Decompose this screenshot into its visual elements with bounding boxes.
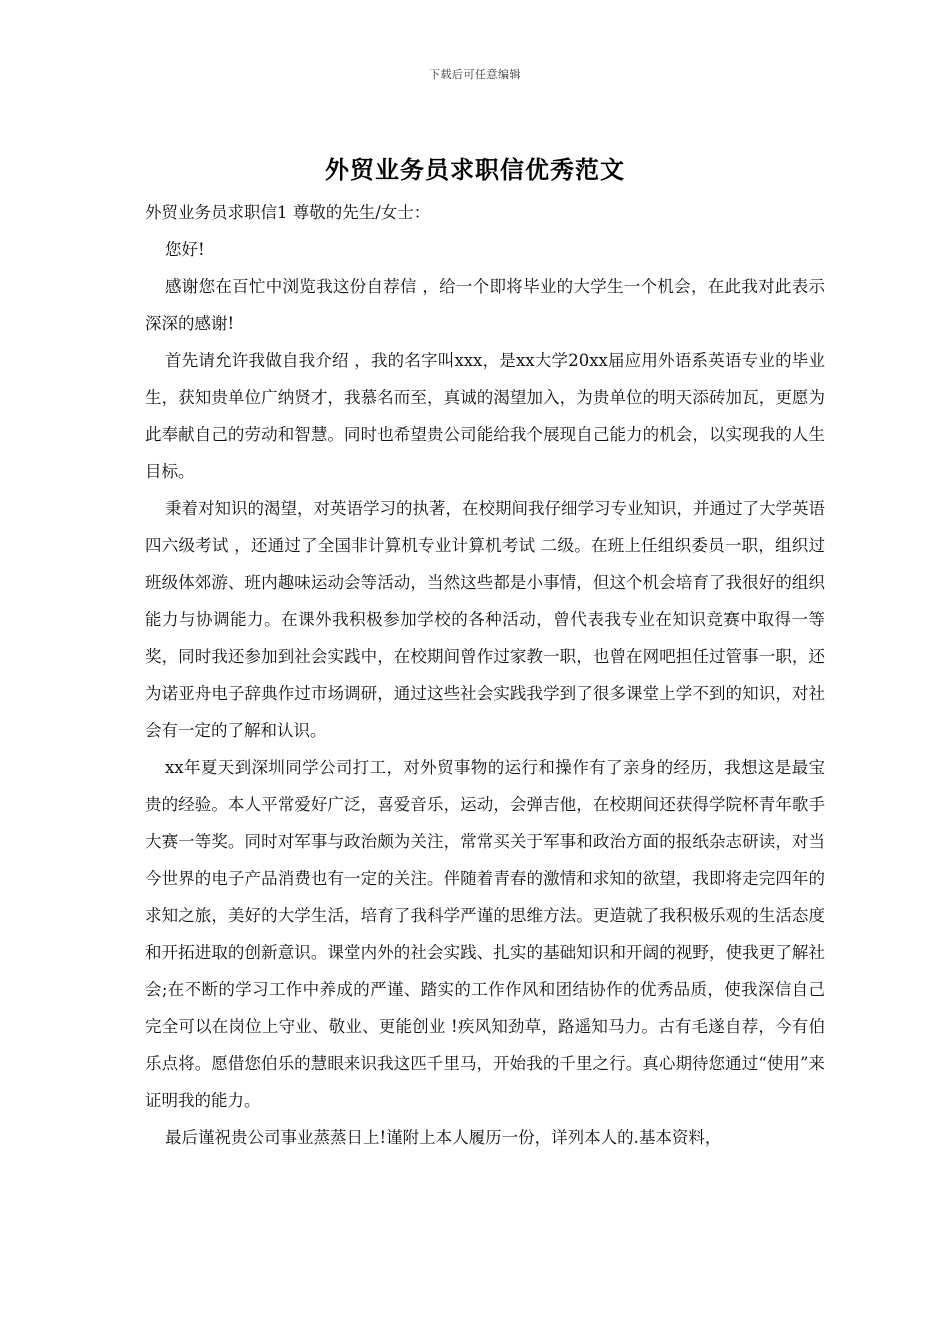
thanks-paragraph: 感谢您在百忙中浏览我这份自荐信 ，给一个即将毕业的大学生一个机会，在此我对此表示深深的感谢!	[145, 277, 825, 333]
greeting-paragraph: 您好!	[165, 240, 205, 259]
education-paragraph: 秉着对知识的渴望，对英语学习的执著，在校期间我仔细学习专业知识，并通过了大学英语四六级考试 ，还通过了全国非计算机专业计算机考试 二级。在班上任组织委员一职，组织过班级体郊游、班内趣味运动会等活动，当然这些都是小事情，但这个机会培育了我很好的组织能力与协调能力。在课外我积极参加学校的各种活动，曾代表我专业在知识竞赛中取得一等奖，同时我还参加到社会实践中，在校期间曾作过家教一职，也曾在网吧担任过管事一职，还为诺亚舟电子辞典作过市场调研，通过这些社会实践我学到了很多课堂上学不到的知识，对社会有一定的了解和认识。	[145, 499, 825, 740]
document-title: 外贸业务员求职信优秀范文	[325, 155, 625, 184]
header-note: 下载后可任意编辑	[429, 68, 521, 81]
salutation-line: 外贸业务员求职信1 尊敬的先生/女士：	[145, 203, 431, 222]
introduction-paragraph: 首先请允许我做自我介绍 ，我的名字叫xxx，是xx大学20xx届应用外语系英语专业的毕业生，获知贵单位广纳贤才，我慕名而至，真诚的渴望加入，为贵单位的明天添砖加瓦，更愿为此奉献自己的劳动和智慧。同时也希望贵公司能给我个展现自己能力的机会，以实现我的人生目标。	[145, 351, 825, 481]
closing-paragraph: 最后谨祝贵公司事业蒸蒸日上!谨附上本人履历一份，详列本人的.基本资料，	[165, 1128, 722, 1147]
letter-body	[145, 194, 825, 1156]
experience-paragraph: xx年夏天到深圳同学公司打工，对外贸事物的运行和操作有了亲身的经历，我想这是最宝贵的经验。本人平常爱好广泛，喜爱音乐，运动，会弹吉他，在校期间还获得学院杯青年歌手大赛一等奖。同时对军事与政治颇为关注，常常买关于军事和政治方面的报纸杂志研读，对当今世界的电子产品消费也有一定的关注。伴随着青春的激情和求知的欲望，我即将走完四年的求知之旅，美好的大学生活，培育了我科学严谨的思维方法。更造就了我积极乐观的生活态度和开拓进取的创新意识。课堂内外的社会实践、扎实的基础知识和开阔的视野，使我更了解社会;在不断的学习工作中养成的严谨、踏实的工作作风和团结协作的优秀品质，使我深信自己完全可以在岗位上守业、敬业、更能创业 !疾风知劲草，路遥知马力。古有毛遂自荐，今有伯乐点将。愿借您伯乐的慧眼来识我这匹千里马，开始我的千里之行。真心期待您通过“使用”来证明我的能力。	[145, 758, 825, 1110]
